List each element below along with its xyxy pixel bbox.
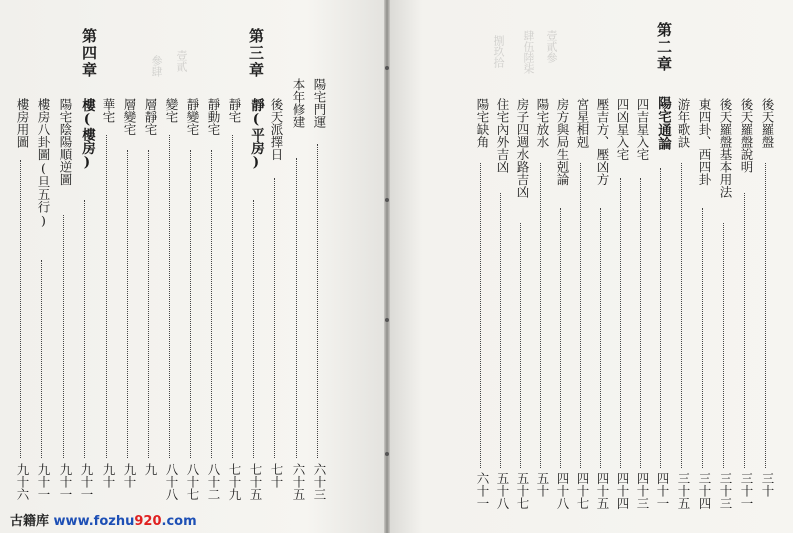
toc-entry-page: 四十八 — [555, 472, 570, 510]
dot-leader — [660, 168, 661, 468]
toc-entry-title: 壓吉方、壓凶方 — [595, 98, 610, 186]
toc-entry-page: 三十五 — [676, 472, 691, 510]
toc-entry-page: 三十一 — [739, 472, 754, 510]
bleed-through-text: 肆伍陸柒 — [522, 30, 535, 74]
watermark-url-prefix: www.fozhu — [53, 514, 135, 529]
watermark — [10, 510, 197, 529]
bleed-through-text: 壹貳 — [175, 50, 188, 72]
toc-entry-page: 六十一 — [475, 472, 490, 510]
binding-hole — [385, 198, 389, 202]
toc-entry-title: 游年歌訣 — [676, 98, 691, 148]
chapter3-heading: 第三章 — [247, 28, 265, 79]
toc-entry-title: 後天羅盤基本用法 — [718, 98, 733, 198]
bleed-through-text: 捌玖拾 — [492, 35, 505, 68]
dot-leader — [500, 193, 501, 468]
toc-entry-title: 變宅 — [164, 98, 179, 123]
toc-entry-page: 五十七 — [515, 472, 530, 510]
toc-section-title: 陽宅通論 — [655, 96, 671, 150]
toc-entry-title: 後天羅盤說明 — [739, 98, 754, 173]
toc-entry-title: 宮星相剋 — [575, 98, 590, 148]
dot-leader — [84, 200, 85, 458]
toc-entry-page: 四十五 — [595, 472, 610, 510]
toc-entry-page: 五十 — [535, 472, 550, 497]
toc-entry-page: 九十六 — [15, 463, 30, 501]
watermark-site-name: 古籍库 — [10, 514, 50, 529]
dot-leader — [317, 144, 318, 458]
dot-leader — [190, 150, 191, 458]
toc-entry-title: 房方與局生剋論 — [555, 98, 570, 186]
toc-entry-page: 三十三 — [718, 472, 733, 510]
dot-leader — [127, 150, 128, 458]
dot-leader — [560, 208, 561, 468]
dot-leader — [580, 163, 581, 468]
dot-leader — [232, 135, 233, 458]
dot-leader — [640, 178, 641, 468]
dot-leader — [540, 163, 541, 468]
toc-entry-page: 四十三 — [635, 472, 650, 510]
toc-entry-title: 後天羅盤 — [760, 98, 775, 148]
dot-leader — [600, 208, 601, 468]
chapter4-heading: 第四章 — [80, 28, 98, 79]
watermark-url-number: 920 — [134, 514, 162, 529]
dot-leader — [63, 215, 64, 458]
dot-leader — [211, 150, 212, 458]
dot-leader — [106, 135, 107, 458]
dot-leader — [253, 200, 254, 458]
dot-leader — [520, 223, 521, 468]
binding-hole — [385, 66, 389, 70]
toc-entry-title: 陽宅陰陽順逆圖 — [58, 98, 73, 186]
toc-entry-page: 三十四 — [697, 472, 712, 510]
dot-leader — [169, 135, 170, 458]
toc-entry-page: 三十 — [760, 472, 775, 497]
toc-entry-page: 六十三 — [312, 463, 327, 501]
dot-leader — [681, 163, 682, 468]
dot-leader — [620, 178, 621, 468]
toc-entry-page: 四十四 — [615, 472, 630, 510]
toc-entry-title: 房子四週水路吉凶 — [515, 98, 530, 198]
dot-leader — [274, 178, 275, 458]
toc-entry-page: 四十一 — [655, 472, 670, 510]
toc-entry-title: 靜(平房) — [248, 98, 264, 171]
binding-hole — [385, 452, 389, 456]
right-page — [390, 0, 793, 533]
toc-entry-page: 五十八 — [495, 472, 510, 510]
dot-leader — [296, 158, 297, 458]
toc-entry-page: 九十一 — [79, 463, 94, 501]
dot-leader — [480, 163, 481, 468]
toc-entry-page: 八十八 — [164, 463, 179, 501]
toc-entry-page: 九十 — [122, 463, 137, 488]
toc-entry-title: 層變宅 — [122, 98, 137, 136]
toc-entry-page: 九十一 — [36, 463, 51, 501]
dot-leader — [744, 193, 745, 468]
watermark-url-suffix: .com — [161, 514, 197, 529]
toc-entry-page: 四十七 — [575, 472, 590, 510]
dot-leader — [765, 163, 766, 468]
toc-entry-title: 住宅內外吉凶 — [495, 98, 510, 173]
toc-entry-title: 東四卦、西四卦 — [697, 98, 712, 186]
toc-entry-title: 陽宅放水 — [535, 98, 550, 148]
binding-hole — [385, 318, 389, 322]
dot-leader — [702, 208, 703, 468]
toc-entry-title: 靜宅 — [227, 98, 242, 123]
toc-entry-title: 樓房八卦圖(旦五行) — [36, 98, 51, 228]
dot-leader — [723, 223, 724, 468]
toc-entry-page: 七十 — [269, 463, 284, 488]
dot-leader — [148, 150, 149, 458]
toc-entry-page: 七十五 — [248, 463, 263, 501]
toc-entry-title: 本年修建 — [291, 78, 306, 128]
toc-entry-page: 九 — [143, 463, 158, 476]
toc-entry-page: 八十七 — [185, 463, 200, 501]
toc-entry-title: 靜變宅 — [185, 98, 200, 136]
toc-entry-page: 九十一 — [58, 463, 73, 501]
toc-entry-title: 樓房用圖 — [15, 98, 30, 148]
toc-entry-title: 樓(樓房) — [79, 98, 95, 171]
toc-entry-title: 四吉星入宅 — [635, 98, 650, 161]
toc-entry-page: 七十九 — [227, 463, 242, 501]
chapter2-heading: 第二章 — [655, 22, 673, 73]
toc-entry-title: 層靜宅 — [143, 98, 158, 136]
toc-entry-page: 九十 — [101, 463, 116, 488]
toc-entry-title: 四凶星入宅 — [615, 98, 630, 161]
toc-entry-title: 陽宅缺角 — [475, 98, 490, 148]
toc-entry-title: 靜動宅 — [206, 98, 221, 136]
bleed-through-text: 壹貳參 — [545, 30, 558, 63]
toc-entry-title: 後天派擇日 — [269, 98, 284, 161]
toc-entry-page: 八十二 — [206, 463, 221, 501]
toc-entry-title: 華宅 — [101, 98, 116, 123]
dot-leader — [41, 260, 42, 458]
toc-entry-title: 陽宅門運 — [312, 78, 327, 128]
bleed-through-text: 參肆 — [150, 55, 163, 77]
toc-entry-page: 六十五 — [291, 463, 306, 501]
dot-leader — [20, 160, 21, 458]
